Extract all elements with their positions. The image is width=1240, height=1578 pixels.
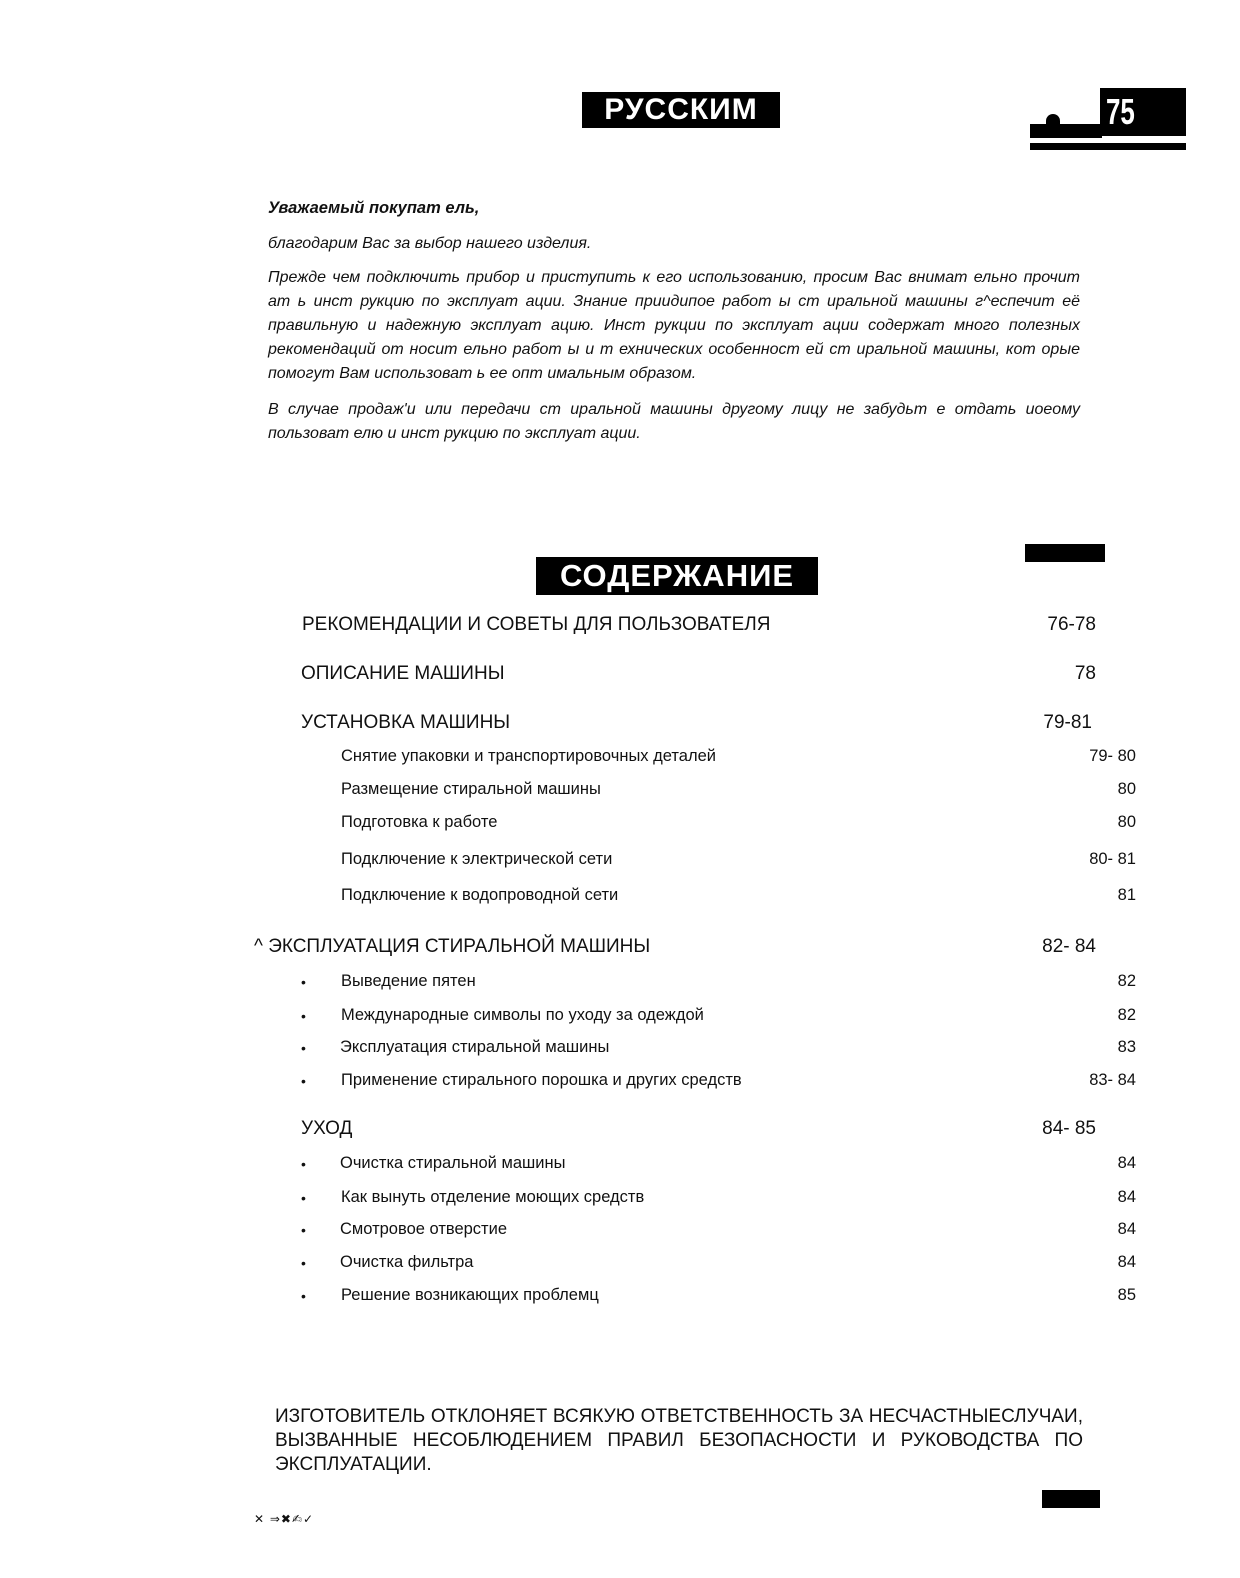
toc-item-pages: 80: [1117, 780, 1136, 798]
toc-section-pages: 76-78: [1047, 614, 1096, 635]
intro-paragraph-2: В случае продаж'и или передачи ст иральной машины другому лицу не забудьт е отдать иоеому пользоват елю и инст рукцию по эксплуат ации.: [268, 401, 1080, 442]
toc-item-pages: 84: [1117, 1188, 1136, 1206]
toc-section-pages: 84- 85: [1042, 1118, 1096, 1139]
language-banner: РУССКИМ: [582, 92, 780, 128]
black-bar-marker: [1042, 1490, 1100, 1508]
toc-section-label: УСТАНОВКА МАШИНЫ: [301, 712, 511, 733]
toc-section-label: ОПИСАНИЕ МАШИНЫ: [301, 663, 505, 684]
toc-item-label: Как вынуть отделение моющих средств: [341, 1188, 645, 1206]
bullet-icon: •: [301, 1156, 306, 1172]
toc-section-pages: 78: [1074, 663, 1096, 684]
toc-item-pages: 80: [1117, 813, 1136, 831]
toc-item-label: Подготовка к работе: [341, 813, 498, 831]
toc-item-pages: 82: [1117, 972, 1136, 990]
page-number: 75: [1106, 91, 1135, 132]
bullet-icon: •: [301, 1040, 306, 1056]
bullet-icon: •: [301, 1255, 306, 1271]
toc-section-pages: 82- 84: [1042, 936, 1096, 957]
toc-item-label: Очистка стиральной машины: [340, 1154, 566, 1172]
intro-paragraph-1: Прежде чем подключить прибор и приступить к его использованию, просим Вас внимат ельно прочит ат ь инст рукцию по эксплуат ации. Знание приидипое работ ы ст иральной машины г^еспечит её правильную и надежную эксплуат ацию. Инст рукции по эксплуат ации содержат много полезных рекомендаций от носит ельно работ ы и т ехнических особенност ей ст иральной машины, кот орые помогут Вам использоват ь ее опт имальным образом.: [268, 269, 1080, 382]
toc-item-label: Подключение к электрической сети: [341, 850, 613, 868]
thanks-line: благодарим Вас за выбор нашего изделия.: [268, 235, 592, 252]
bullet-icon: •: [301, 1288, 306, 1304]
toc-item-label: Международные символы по уходу за одеждой: [341, 1006, 704, 1024]
toc-item-pages: 80- 81: [1089, 850, 1136, 868]
disclaimer: ИЗГОТОВИТЕЛЬ ОТКЛОНЯЕТ ВСЯКУЮ ОТВЕТСТВЕННОСТЬ ЗА НЕСЧАСТНЫЕСЛУЧАИ, ВЫЗВАННЫЕ НЕСОБЛЮДЕНИЕМ ПРАВИЛ БЕЗОПАСНОСТИ И РУКОВОДСТВА ПО ЭКСПЛУАТАЦИИ.: [275, 1406, 1083, 1475]
toc-section-label: УХОД: [301, 1118, 353, 1139]
toc-item-pages: 83: [1117, 1038, 1136, 1056]
toc-item-pages: 85: [1117, 1286, 1136, 1304]
toc-item-label: Выведение пятен: [341, 972, 476, 990]
toc-item-label: Очистка фильтра: [340, 1253, 474, 1271]
toc-item-label: Снятие упаковки и транспортировочных деталей: [341, 747, 716, 765]
toc-item-label: Применение стирального порошка и других средств: [341, 1071, 742, 1089]
greeting: Уважаемый покупат ель,: [268, 199, 480, 217]
page-tab-decoration: [1030, 124, 1102, 138]
bullet-icon: •: [301, 1190, 306, 1206]
toc-item-label: Размещение стиральной машины: [341, 780, 601, 798]
bullet-icon: •: [301, 974, 306, 990]
toc-item-label: Подключение к водопроводной сети: [341, 886, 619, 904]
toc-item-pages: 81: [1117, 886, 1136, 904]
toc-title: СОДЕРЖАНИЕ: [536, 557, 818, 595]
page-number-box: [1100, 88, 1186, 136]
black-bar-marker: [1025, 544, 1105, 562]
toc-item-label: Эксплуатация стиральной машины: [340, 1038, 610, 1056]
toc-section-pages: 79-81: [1043, 712, 1092, 733]
toc-item-pages: 83- 84: [1089, 1071, 1136, 1089]
toc-item-label: Смотровое отверстие: [340, 1220, 508, 1238]
toc-item-label: Решение возникающих проблемц: [341, 1286, 599, 1304]
toc-section-label: РЕКОМЕНДАЦИИ И СОВЕТЫ ДЛЯ ПОЛЬЗОВАТЕЛЯ: [302, 614, 771, 635]
toc-section-label: ^ ЭКСПЛУАТАЦИЯ СТИРАЛЬНОЙ МАШИНЫ: [254, 936, 651, 957]
bullet-icon: •: [301, 1073, 306, 1089]
toc-item-pages: 82: [1117, 1006, 1136, 1024]
toc-item-pages: 79- 80: [1089, 747, 1136, 765]
toc-item-pages: 84: [1117, 1154, 1136, 1172]
footer-mark: ✕ ⇒✖✍✓: [254, 1512, 315, 1526]
toc-item-pages: 84: [1117, 1253, 1136, 1271]
toc-item-pages: 84: [1117, 1220, 1136, 1238]
page-tab-notch: [1046, 114, 1060, 124]
bullet-icon: •: [301, 1008, 306, 1024]
page-tab-underline: [1030, 143, 1186, 150]
bullet-icon: •: [301, 1222, 306, 1238]
